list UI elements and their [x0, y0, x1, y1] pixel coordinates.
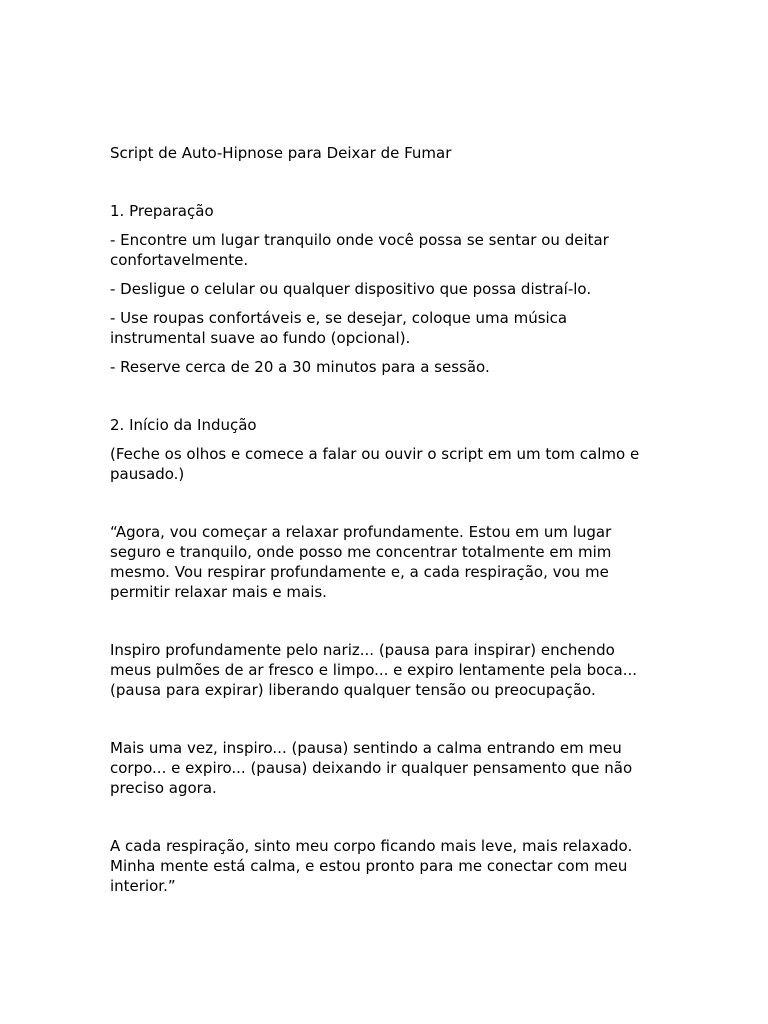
instruction-paragraph: (Feche os olhos e comece a falar ou ouvir o script em um tom calmo e pausado.)	[110, 445, 640, 483]
section-preparation	[110, 201, 670, 377]
list-item: - Reserve cerca de 20 a 30 minutos para a sessão.	[110, 358, 490, 376]
list-item: - Encontre um lugar tranquilo onde você possa se sentar ou deitar confortavelmente.	[110, 231, 609, 269]
section-heading: 2. Início da Indução	[110, 416, 257, 434]
script-paragraph: A cada respiração, sinto meu corpo ficando mais leve, mais relaxado. Minha mente está calma, e estou pronto para me conectar com meu interior.”	[110, 837, 633, 895]
document-page	[110, 143, 670, 934]
document-title: Script de Auto-Hipnose para Deixar de Fumar	[110, 144, 452, 162]
list-item: - Use roupas confortáveis e, se desejar, coloque uma música instrumental suave ao fundo (opcional).	[110, 309, 568, 347]
section-heading: 1. Preparação	[110, 202, 214, 220]
list-item: - Desligue o celular ou qualquer dispositivo que possa distraí-lo.	[110, 280, 592, 298]
script-paragraph: Inspiro profundamente pelo nariz... (pausa para inspirar) enchendo meus pulmões de ar fresco e limpo... e expiro lentamente pela boca... (pausa para expirar) liberando qualquer tensão ou preocupação.	[110, 641, 638, 699]
script-paragraph: Mais uma vez, inspiro... (pausa) sentindo a calma entrando em meu corpo... e expiro... (pausa) deixando ir qualquer pensamento que não preciso agora.	[110, 739, 633, 797]
script-paragraph: “Agora, vou começar a relaxar profundamente. Estou em um lugar seguro e tranquilo, onde posso me concentrar totalmente em mim mesmo. Vou respirar profundamente e, a cada respiração, vou me permitir relaxar mais e mais.	[110, 523, 612, 601]
section-induction	[110, 415, 670, 896]
